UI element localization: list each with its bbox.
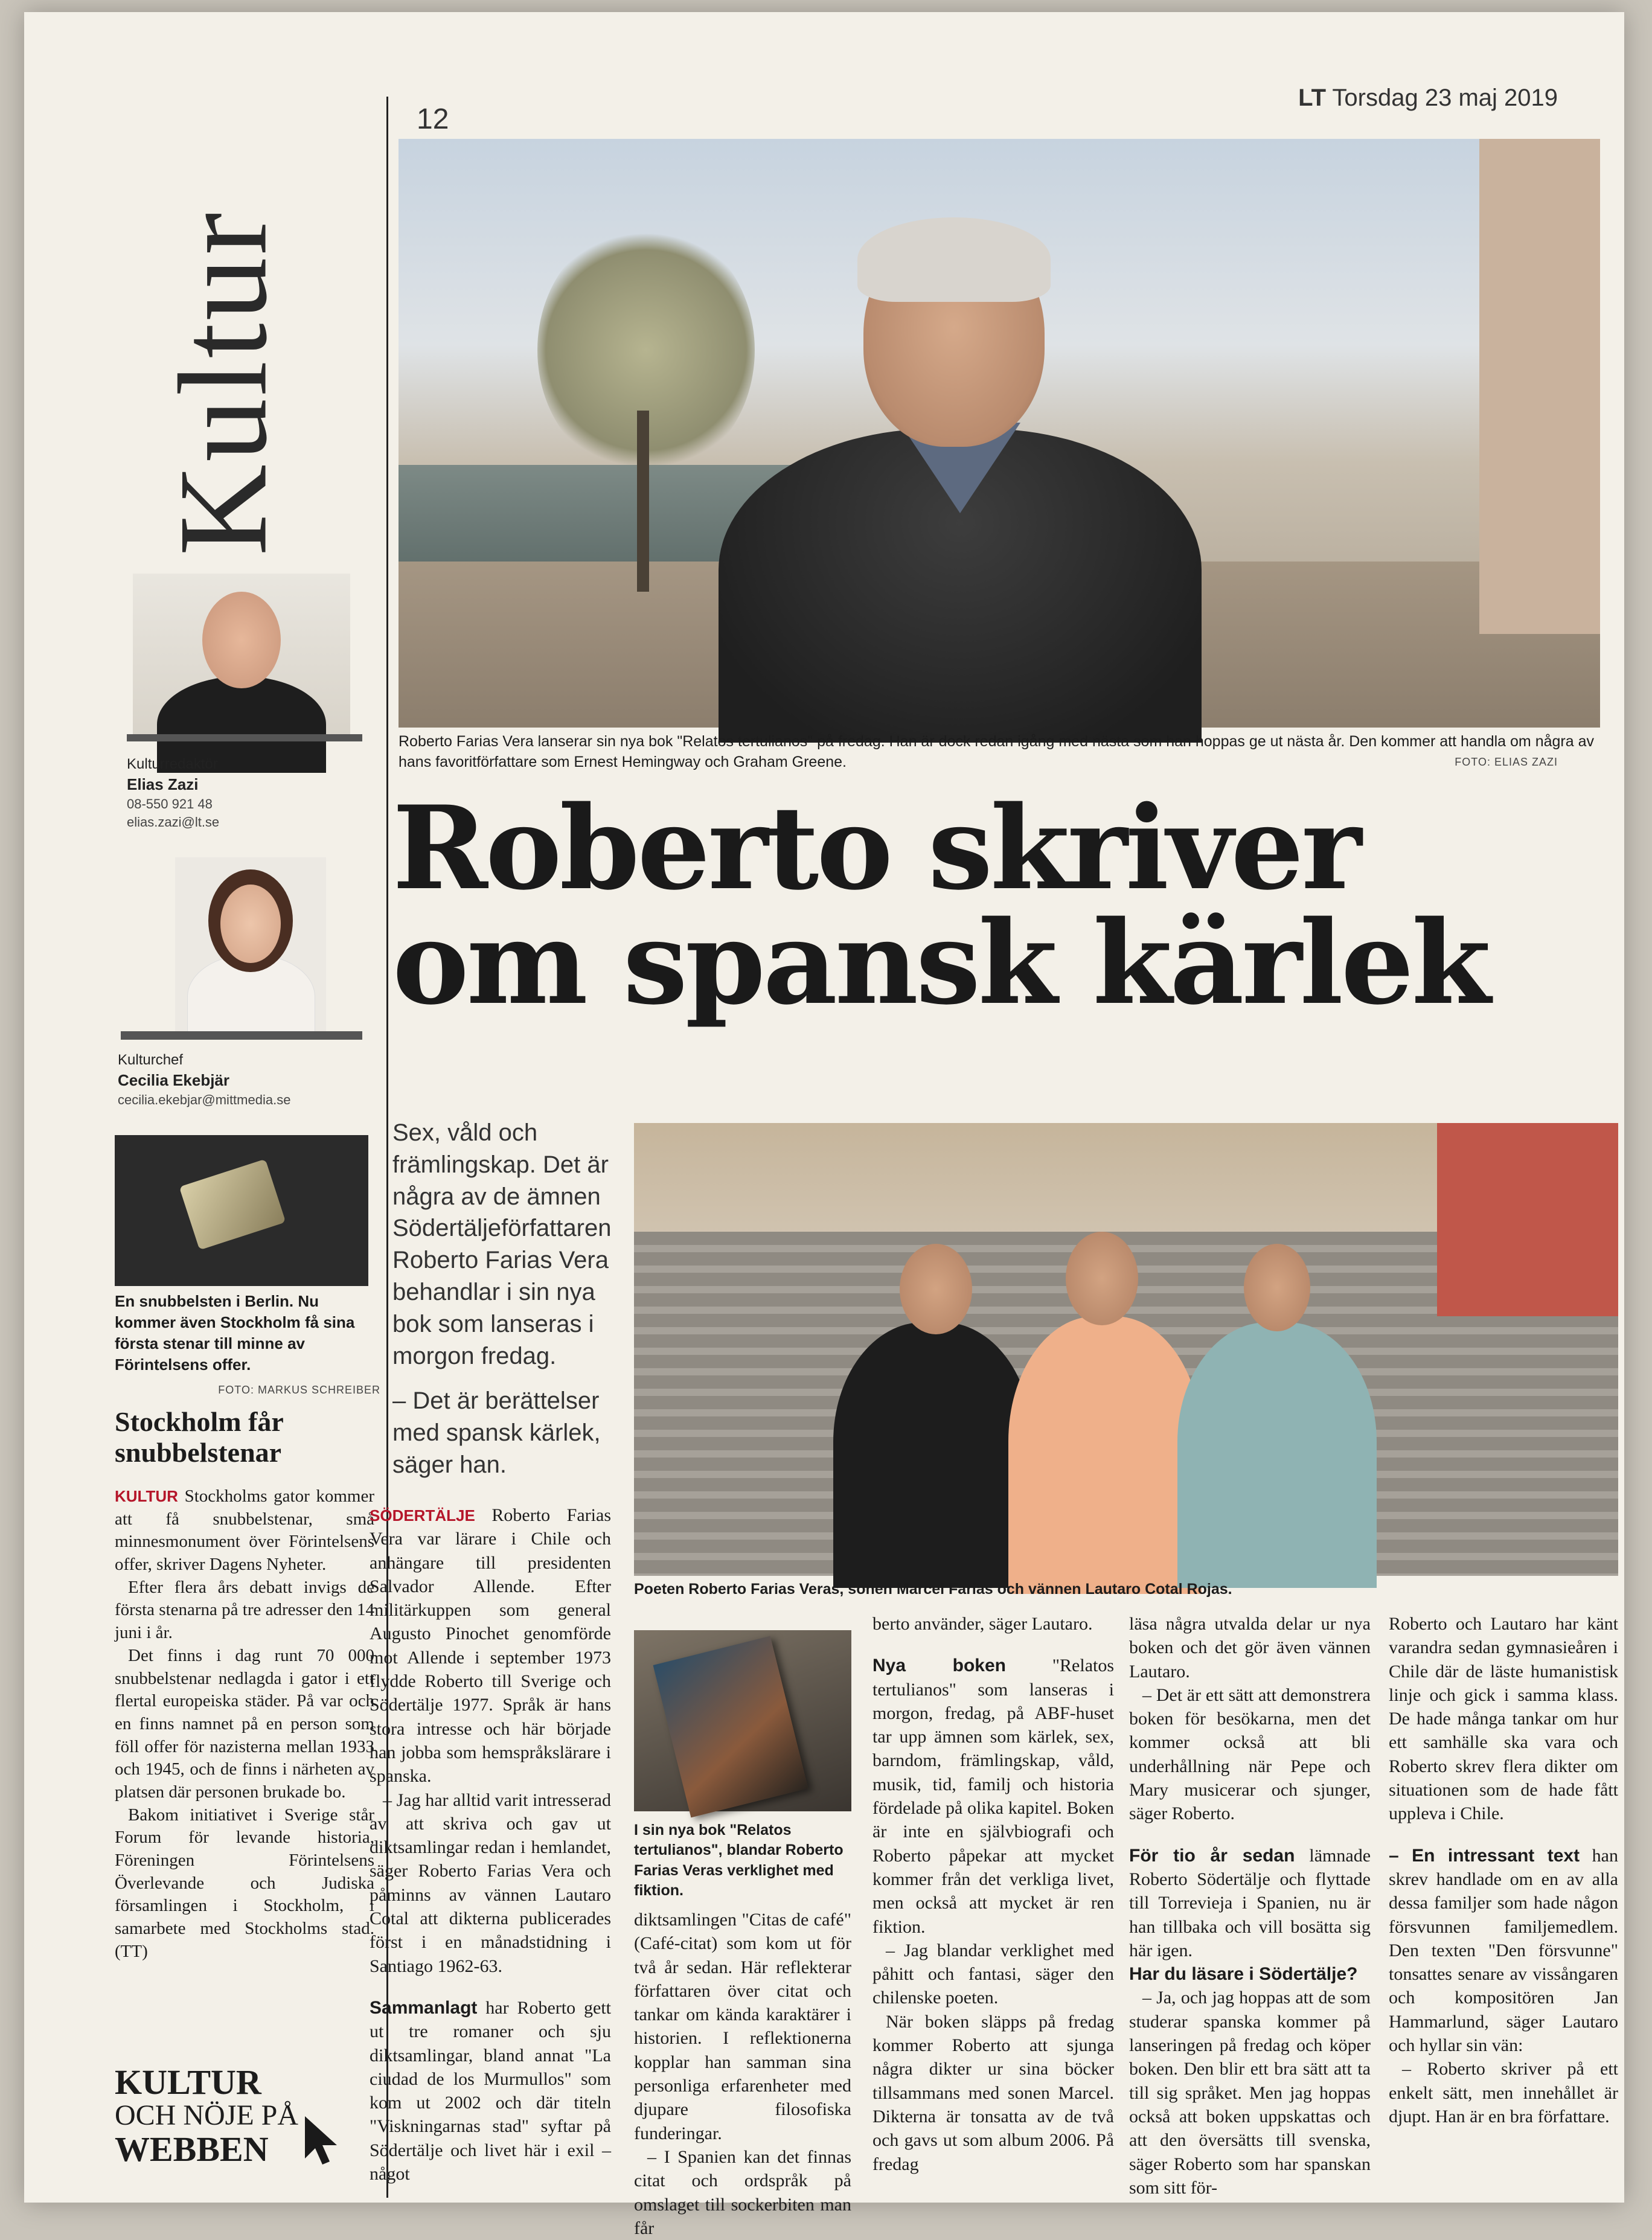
side-story-kicker: KULTUR bbox=[115, 1487, 178, 1505]
col1-p1: Roberto Farias Vera var lärare i Chile och anhängare till presidenten Salvador Allende. Efter militärkuppen som general Augusto Pinochet genomförde mot Allende i september 1973 flydde Roberto till Sverige och Södertälje 1977. Språk är hans stora intresse och här började han jobba som hemspråkslärare i spanska. bbox=[370, 1505, 611, 1787]
page-number: 12 bbox=[417, 103, 449, 135]
article-col-3 bbox=[872, 1612, 1114, 2176]
editor-phone: 08-550 921 48 bbox=[127, 796, 213, 812]
hero-credit: FOTO: ELIAS ZAZI bbox=[1455, 756, 1558, 768]
page-date bbox=[1298, 85, 1558, 112]
ingress-p1: Sex, våld och främlingskap. Det är några av de ämnen Södertäljeförfattaren Roberto Farias Vera behandlar i sin nya bok som lanseras i morgon fredag. bbox=[392, 1119, 612, 1369]
col3-p2: – Jag blandar verklighet med påhitt och fantasi, säger den chilenske poeten. bbox=[872, 1940, 1114, 2008]
editor-info-cecilia bbox=[118, 1051, 371, 1109]
group-photo-caption: Poeten Roberto Farias Veras, sonen Marcel Farias och vännen Lautaro Cotal Rojas. bbox=[634, 1581, 1232, 1598]
col3-p3: När boken släpps på fredag kommer Roberto att sjunga några dikter ur sina böcker tillsammans med sonen Marcel. Dikterna är tonsatta av de två och gavs ut som album 2006. På fredag bbox=[872, 2011, 1114, 2174]
side-story-p1: Stockholms gator kommer att få snubbelstenar, små minnesmonument över Förintelsens offer, skriver Dagens Nyheter. bbox=[115, 1486, 375, 1575]
col4-p1: – Det är ett sätt att demonstrera boken för besökarna, men det kommer också att bli underhållning när Pepe och Mary musicerar och sjunger, säger Roberto. bbox=[1129, 1685, 1371, 1824]
headline bbox=[392, 781, 1600, 1030]
web-promo-line1: KULTUR bbox=[115, 2062, 261, 2102]
book-photo bbox=[634, 1630, 851, 1811]
editor-name: Elias Zazi bbox=[127, 775, 199, 794]
hero-caption: Roberto Farias Vera lanserar sin nya bok "Relatos tertulianos" på fredag. Han är dock redan igång med nästa som han hoppas ge ut nästa år. Den kommer att handla om några av hans favoritförfattare som Ernest Hemingway och Graham Greene. bbox=[399, 733, 1594, 770]
side-story-p3: Det finns i dag runt 70 000 snubbelstenar nedlagda i gator i ett flertal europeiska städer. På var och en finns namnet på en person som föll offer för nazisterna mellan 1933 och 1945, och de finns i närheten av platsen där personen brukade bo. bbox=[115, 1645, 374, 1802]
col5-p2: han skrev handlade om en av alla dessa familjer som hade någon försvunnen familjemedlem. Den texten "Den försvunne" tonsattes senare av vissångaren och kompositören Jan Hammarlund, säger Lautaro och hyllar sin vän: bbox=[1389, 1845, 1618, 2056]
ingress-p2: – Det är berättelser med spansk kärlek, säger han. bbox=[392, 1387, 601, 1478]
editor-role: Kulturredaktör bbox=[127, 756, 218, 772]
newspaper-page bbox=[24, 12, 1624, 2238]
col2-p1: diktsamlingen "Citas de café" (Café-citat) som kom ut för två år sedan. Här reflekterar författaren över citat och tankar om kända karaktärer i historien. I reflektionerna kopplar han samman sina personliga erfarenheter med djupare filosofiska funderingar. bbox=[634, 1910, 851, 2143]
col1-sub: Sammanlagt bbox=[370, 1997, 478, 2018]
paper-logo: LT bbox=[1298, 85, 1327, 111]
book-caption: I sin nya bok "Relatos tertulianos", blandar Roberto Farias Veras verklighet med fiktion. bbox=[634, 1822, 844, 1899]
side-story-p2: Efter flera års debatt invigs de första stenarna på tre adresser den 14 juni i år. bbox=[115, 1577, 374, 1643]
section-title: Kultur bbox=[153, 210, 293, 556]
article-col-4 bbox=[1129, 1612, 1371, 2200]
side-story-p4: Bakom initiativet i Sverige står Forum för levande historia, Föreningen Förintelsens Överlevande och Judiska församlingen i Stockholm, i samarbete med Stockholms stad. (TT) bbox=[115, 1805, 374, 1961]
group-photo bbox=[634, 1123, 1618, 1576]
article-col-2 bbox=[634, 1908, 851, 2240]
hero-photo bbox=[399, 139, 1600, 728]
article-col-5 bbox=[1389, 1612, 1618, 2128]
side-story-title: Stockholm får snubbelstenar bbox=[115, 1406, 283, 1468]
col4-p0: läsa några utvalda delar ur nya boken och det gör även vännen Lautaro. bbox=[1129, 1614, 1371, 1682]
col1-p2: – Jag har alltid varit intresserad av att skriva och gav ut diktsamlingar redan i hemlandet, säger Roberto Farias Vera och påminns av vännen Lautaro Cotal att dikterna publicerades först i en månadstidning i Santiago 1962-63. bbox=[370, 1790, 611, 1976]
web-promo-line2: OCH NÖJE PÅ bbox=[115, 2099, 299, 2131]
editor-role: Kulturchef bbox=[118, 1052, 184, 1068]
col3-p0: berto använder, säger Lautaro. bbox=[872, 1614, 1093, 1634]
ingress bbox=[392, 1117, 610, 1494]
issue-date: Torsdag 23 maj 2019 bbox=[1332, 85, 1558, 111]
article-kicker: SÖDERTÄLJE bbox=[370, 1506, 475, 1525]
col2-p2: – I Spanien kan det finnas citat och ordspråk på omslaget till sockerbiten man får bbox=[634, 2146, 851, 2238]
cursor-icon bbox=[302, 2113, 344, 2168]
col5-p3: – Roberto skriver på ett enkelt sätt, men innehållet är djupt. Han är en bra författare. bbox=[1389, 2059, 1618, 2126]
editor-photo-elias bbox=[133, 574, 350, 737]
web-promo-line3: WEBBEN bbox=[115, 2129, 269, 2169]
side-story-body bbox=[115, 1485, 374, 1963]
editor-rule bbox=[127, 734, 362, 741]
section-label bbox=[153, 103, 293, 562]
col3-sub: Nya boken bbox=[872, 1656, 1006, 1676]
headline-line1: Roberto skriver bbox=[392, 781, 1360, 915]
col5-p1: Roberto och Lautaro har känt varandra sedan gymnasieåren i Chile där de läste humanistisk linje och gick i samma klass. De hade många tankar om hur ett samhälle ska vara och Roberto skrev flera dikter om situationen som de hade fått uppleva i Chile. bbox=[1389, 1614, 1618, 1824]
article-col-1 bbox=[370, 1503, 611, 2186]
col4-question: Har du läsare i Södertälje? bbox=[1129, 1964, 1358, 1985]
col4-sub: För tio år sedan bbox=[1129, 1845, 1295, 1866]
editor-email: cecilia.ekebjar@mittmedia.se bbox=[118, 1092, 291, 1108]
col4-p2: lämnade Roberto Södertälje och flyttade till Torrevieja i Spanien, nu är han tillbaka och vill bosätta sig här igen. bbox=[1129, 1845, 1371, 1960]
headline-line2: om spansk kärlek bbox=[392, 895, 1489, 1030]
col5-sub: – En intressant text bbox=[1389, 1845, 1580, 1866]
snubbelsten-credit: FOTO: MARKUS SCHREIBER bbox=[218, 1384, 380, 1396]
editor-info-elias bbox=[127, 755, 368, 831]
editor-rule-2 bbox=[121, 1031, 362, 1040]
snubbelsten-caption: En snubbelsten i Berlin. Nu kommer även Stockholm få sina första stenar till minne av Förintelsens offer. bbox=[115, 1292, 355, 1374]
editor-photo-cecilia bbox=[175, 857, 326, 1032]
editor-email: elias.zazi@lt.se bbox=[127, 814, 220, 830]
web-promo[interactable] bbox=[115, 2062, 380, 2169]
col3-p1: "Relatos tertulianos" som lanseras i morgon, fredag, på ABF-huset tar upp ämnen som kärlek, sex, barndom, främlingskap, våld, musik, tid, familj och historia fördelade på olika kapitel. Boken är inte en självbiografi och Roberto påpekar att mycket kommer från det verkliga livet, men också att mycket är ren fiktion. bbox=[872, 1656, 1115, 1937]
editor-name: Cecilia Ekebjär bbox=[118, 1071, 229, 1090]
col1-p3: har Roberto gett ut tre romaner och sju diktsamlingar, bland annat "La ciudad de los Murmullos" som kom ut 2002 och där titeln "Viskningarnas stad" syftar på Södertälje och livet här i exil – något bbox=[370, 1997, 611, 2184]
col4-p3: – Ja, och jag hoppas att de som studerar spanska kommer på lanseringen på fredag och köper boken. Den blir ett bra sätt att ta till sig språket. Men jag hoppas också att boken uppskattas och att den översätts till svenska, säger Roberto som har spanskan som sitt för- bbox=[1129, 1988, 1371, 2198]
snubbelsten-photo bbox=[115, 1135, 368, 1286]
